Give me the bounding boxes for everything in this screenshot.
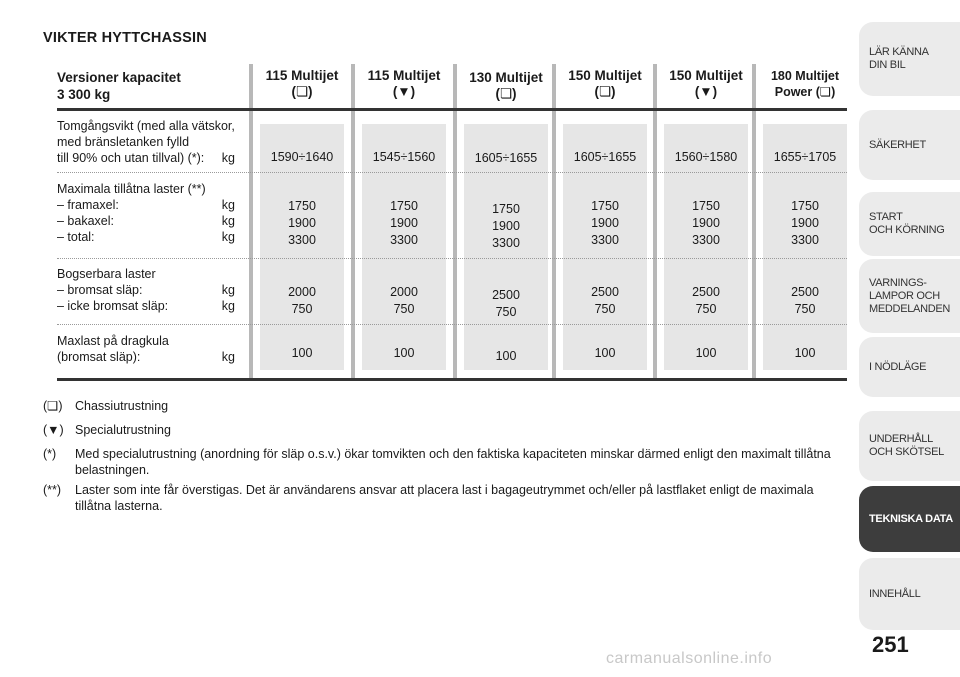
- column-heading: [458, 70, 554, 102]
- cell-value: 1590÷1640: [270, 150, 334, 164]
- cell-value: 1545÷1560: [372, 150, 436, 164]
- cell-value: 2000: [390, 285, 418, 299]
- cell-value: 1900: [791, 216, 819, 230]
- cell-value: 1750: [288, 199, 316, 213]
- versions-header-line2: 3 300 kg: [57, 87, 111, 102]
- max-loads-cell: [557, 198, 653, 249]
- label-line: Maxlast på dragkula: [57, 334, 169, 348]
- cell-value: 750: [291, 302, 313, 316]
- cell-value: 750: [495, 305, 517, 319]
- curb-weight-cell: [757, 149, 853, 166]
- cell-value: 2500: [692, 285, 720, 299]
- sidebar-tab[interactable]: [859, 411, 960, 481]
- cell-value: 100: [495, 349, 517, 363]
- cell-value: 1750: [591, 199, 619, 213]
- page-title: VIKTER HYTTCHASSIN: [43, 30, 207, 46]
- column-variant: (❏): [291, 84, 313, 99]
- table-bottom-rule: [57, 378, 847, 381]
- unit-label: kg: [221, 230, 235, 244]
- unit-label: kg: [221, 214, 235, 228]
- row-label-hitch: [57, 333, 235, 365]
- cell-value: 1605÷1655: [474, 151, 538, 165]
- row-divider: [57, 258, 847, 259]
- sidebar-tab-label: TEKNISKA DATA: [869, 512, 953, 525]
- column-model: 150 Multijet: [568, 68, 642, 83]
- cell-value: 1560÷1580: [674, 150, 738, 164]
- cell-value: 1750: [692, 199, 720, 213]
- label-text: – framaxel:: [57, 198, 119, 212]
- max-loads-cell: [356, 198, 452, 249]
- label-line: [57, 298, 235, 314]
- cell-value: 1900: [692, 216, 720, 230]
- cell-value: 100: [291, 346, 313, 360]
- cell-value: 2000: [288, 285, 316, 299]
- column-variant: (▼): [694, 84, 718, 99]
- towing-cell: [254, 284, 350, 318]
- cell-value: 1750: [390, 199, 418, 213]
- column-heading: [757, 68, 853, 100]
- cell-value: 1900: [591, 216, 619, 230]
- column-separator: [653, 64, 657, 380]
- label-line: Maximala tillåtna laster (**): [57, 182, 206, 196]
- max-loads-cell: [757, 198, 853, 249]
- towing-cell: [557, 284, 653, 318]
- cell-value: 100: [794, 346, 816, 360]
- label-text: – bromsat släp:: [57, 283, 143, 297]
- curb-weight-cell: [458, 150, 554, 167]
- cell-value: 100: [594, 346, 616, 360]
- cell-value: 3300: [791, 233, 819, 247]
- hitch-load-cell: [757, 345, 853, 362]
- footnotes: [43, 398, 833, 514]
- sidebar-tab[interactable]: [859, 192, 960, 256]
- row-label-curb-weight: [57, 118, 235, 166]
- cell-value: 1655÷1705: [773, 150, 837, 164]
- footnote-symbol: (**): [43, 483, 62, 497]
- footnote-symbol: (*): [43, 447, 57, 461]
- sidebar-tab[interactable]: [859, 22, 960, 96]
- towing-cell: [356, 284, 452, 318]
- cell-value: 2500: [791, 285, 819, 299]
- row-divider: [57, 172, 847, 173]
- column-separator: [351, 64, 355, 380]
- footnote-text: Med specialutrustning (anordning för släp o.s.v.) ökar tomvikten och den faktiska kapaciteten minskar därmed enligt den maximalt tillåtna belastningen.: [75, 447, 831, 477]
- cell-value: 100: [695, 346, 717, 360]
- sidebar-tab-label: I NÖDLÄGE: [869, 360, 927, 373]
- curb-weight-cell: [658, 149, 754, 166]
- sidebar-tab[interactable]: [859, 259, 960, 333]
- cell-value: 750: [695, 302, 717, 316]
- hitch-load-cell: [557, 345, 653, 362]
- page-number: 251: [872, 632, 909, 657]
- cell-value: 100: [393, 346, 415, 360]
- unit-label: kg: [221, 299, 235, 313]
- footnote-symbol: (❏): [43, 399, 63, 413]
- label-line: [57, 229, 235, 245]
- sidebar-tab-label: UNDERHÅLL OCH SKÖTSEL: [869, 433, 944, 458]
- label-line: [57, 150, 235, 166]
- cell-value: 3300: [288, 233, 316, 247]
- hitch-load-cell: [458, 348, 554, 365]
- sidebar-tab-label: START OCH KÖRNING: [869, 211, 945, 236]
- footnote-star: [43, 446, 833, 478]
- column-variant: Power (❏): [774, 85, 836, 99]
- sidebar-tab[interactable]: [859, 110, 960, 180]
- label-text: – total:: [57, 230, 95, 244]
- label-text: till 90% och utan tillval) (*):: [57, 151, 205, 165]
- sidebar-tab[interactable]: [859, 558, 960, 630]
- cell-value: 3300: [492, 236, 520, 250]
- unit-label: kg: [221, 198, 235, 212]
- versions-header: [57, 69, 247, 103]
- label-text: – bakaxel:: [57, 214, 114, 228]
- row-divider: [57, 324, 847, 325]
- cell-value: 750: [594, 302, 616, 316]
- cell-value: 1900: [390, 216, 418, 230]
- curb-weight-cell: [356, 149, 452, 166]
- max-loads-cell: [254, 198, 350, 249]
- towing-cell: [658, 284, 754, 318]
- cell-value: 750: [794, 302, 816, 316]
- label-line: [57, 213, 235, 229]
- cell-value: 1605÷1655: [573, 150, 637, 164]
- label-text: – icke bromsat släp:: [57, 299, 169, 313]
- cell-value: 1900: [492, 219, 520, 233]
- column-separator: [249, 64, 253, 380]
- column-model: 130 Multijet: [469, 70, 543, 85]
- cell-value: 1900: [288, 216, 316, 230]
- sidebar-tab-label: VARNINGS- LAMPOR OCH MEDDELANDEN: [869, 276, 951, 315]
- column-model: 115 Multijet: [367, 68, 441, 83]
- label-line: [57, 349, 235, 365]
- label-line: [57, 197, 235, 213]
- column-model: 115 Multijet: [265, 68, 339, 83]
- column-heading: [254, 68, 350, 100]
- cell-value: 2500: [591, 285, 619, 299]
- footnote-chassis: [43, 398, 833, 414]
- cell-value: 3300: [692, 233, 720, 247]
- cell-value: 750: [393, 302, 415, 316]
- curb-weight-cell: [254, 149, 350, 166]
- max-loads-cell: [658, 198, 754, 249]
- label-text: (bromsat släp):: [57, 350, 141, 364]
- unit-label: kg: [221, 283, 235, 297]
- cell-value: 1750: [492, 202, 520, 216]
- column-heading: [356, 68, 452, 100]
- footnote-text: Chassiutrustning: [75, 399, 169, 413]
- column-variant: (▼): [392, 84, 416, 99]
- label-line: [57, 282, 235, 298]
- column-model: 180 Multijet: [770, 69, 840, 83]
- column-heading: [658, 68, 754, 100]
- versions-header-line1: Versioner kapacitet: [57, 70, 181, 85]
- column-variant: (❏): [594, 84, 616, 99]
- sidebar-tab-label: SÄKERHET: [869, 138, 926, 151]
- hitch-load-cell: [254, 345, 350, 362]
- column-variant: (❏): [495, 86, 517, 101]
- unit-label: kg: [221, 350, 235, 364]
- cell-value: 1750: [791, 199, 819, 213]
- unit-label: kg: [221, 151, 235, 165]
- row-label-towing: [57, 266, 235, 314]
- footnote-text: Specialutrustning: [75, 423, 171, 437]
- column-separator: [453, 64, 457, 380]
- watermark: carmanualsonline.info: [606, 650, 773, 667]
- cell-value: 3300: [390, 233, 418, 247]
- sidebar-tab-label: LÄR KÄNNA DIN BIL: [869, 46, 929, 71]
- towing-cell: [757, 284, 853, 318]
- column-heading: [557, 68, 653, 100]
- cell-value: 2500: [492, 288, 520, 302]
- column-model: 150 Multijet: [669, 68, 743, 83]
- label-line: Bogserbara laster: [57, 267, 156, 281]
- footnote-text: Laster som inte får överstigas. Det är användarens ansvar att placera last i bagageutrymmet och/eller på lastflaket enligt de maximala tillåtna lasterna.: [75, 483, 814, 513]
- footnote-double-star: [43, 482, 833, 514]
- cell-value: 3300: [591, 233, 619, 247]
- header-rule: [57, 108, 847, 111]
- footnote-special: [43, 422, 833, 438]
- sidebar-tab[interactable]: [859, 486, 960, 552]
- hitch-load-cell: [356, 345, 452, 362]
- label-line: Tomgångsvikt (med alla vätskor,: [57, 119, 235, 133]
- label-line: med bränsletanken fylld: [57, 135, 190, 149]
- towing-cell: [458, 287, 554, 321]
- footnote-symbol: (▼): [43, 423, 64, 437]
- row-label-max-loads: [57, 181, 235, 245]
- sidebar-tab[interactable]: [859, 337, 960, 397]
- curb-weight-cell: [557, 149, 653, 166]
- max-loads-cell: [458, 201, 554, 252]
- sidebar-tab-label: INNEHÅLL: [869, 587, 921, 600]
- hitch-load-cell: [658, 345, 754, 362]
